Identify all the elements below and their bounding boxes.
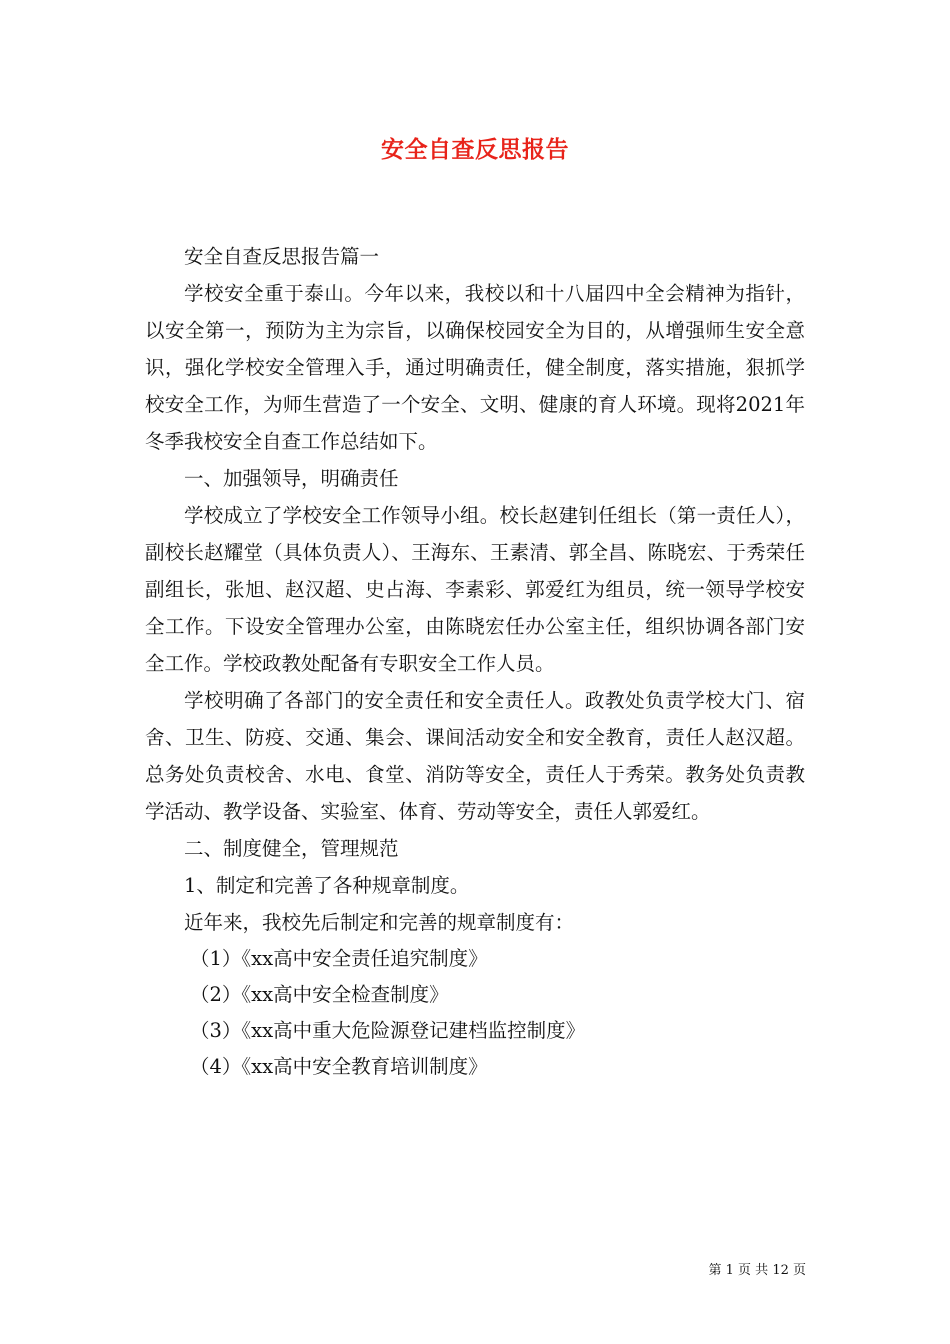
list-item: （2）《xx高中安全检查制度》 bbox=[190, 983, 449, 1006]
paragraph-leadership-group: 学校成立了学校安全工作领导小组。校长赵建钊任组长（第一责任人），副校长赵耀堂（具体负责人）、王海东、王素清、郭全昌、陈晓宏、于秀荣任副组长，张旭、赵汉超、史占海、李素彩、郭爱红为组员，统一领导学校安全工作。下设安全管理办公室，由陈晓宏任办公室主任，组织协调各部门安全工作。学校政教处配备有专职安全工作人员。 bbox=[145, 504, 805, 675]
section-heading-leadership: 一、加强领导，明确责任 bbox=[184, 467, 399, 490]
section-heading-rules: 二、制度健全，管理规范 bbox=[184, 837, 399, 860]
list-item: （1）《xx高中安全责任追究制度》 bbox=[190, 947, 488, 970]
document-body bbox=[145, 238, 805, 1085]
list-item: （3）《xx高中重大危险源登记建档监控制度》 bbox=[190, 1019, 586, 1042]
subheading-rules: 1、制定和完善了各种规章制度。 bbox=[184, 874, 470, 897]
paragraph-rules-intro: 近年来，我校先后制定和完善的规章制度有： bbox=[184, 911, 575, 934]
list-item: （4）《xx高中安全教育培训制度》 bbox=[190, 1055, 488, 1078]
section-heading: 安全自查反思报告篇一 bbox=[184, 245, 380, 268]
page-number: 第 1 页 共 12 页 bbox=[708, 1263, 806, 1278]
document-title: 安全自查反思报告 bbox=[381, 136, 569, 163]
paragraph-intro: 学校安全重于泰山。今年以来，我校以和十八届四中全会精神为指针，以安全第一，预防为主为宗旨，以确保校园安全为目的，从增强师生安全意识，强化学校安全管理入手，通过明确责任，健全制度，落实措施，狠抓学校安全工作，为师生营造了一个安全、文明、健康的育人环境。现将2021年冬季我校安全自查工作总结如下。 bbox=[145, 282, 805, 453]
paragraph-department-responsibility: 学校明确了各部门的安全责任和安全责任人。政教处负责学校大门、宿舍、卫生、防疫、交通、集会、课间活动安全和安全教育，责任人赵汉超。总务处负责校舍、水电、食堂、消防等安全，责任人于秀荣。教务处负责教学活动、教学设备、实验室、体育、劳动等安全，责任人郭爱红。 bbox=[145, 689, 805, 823]
